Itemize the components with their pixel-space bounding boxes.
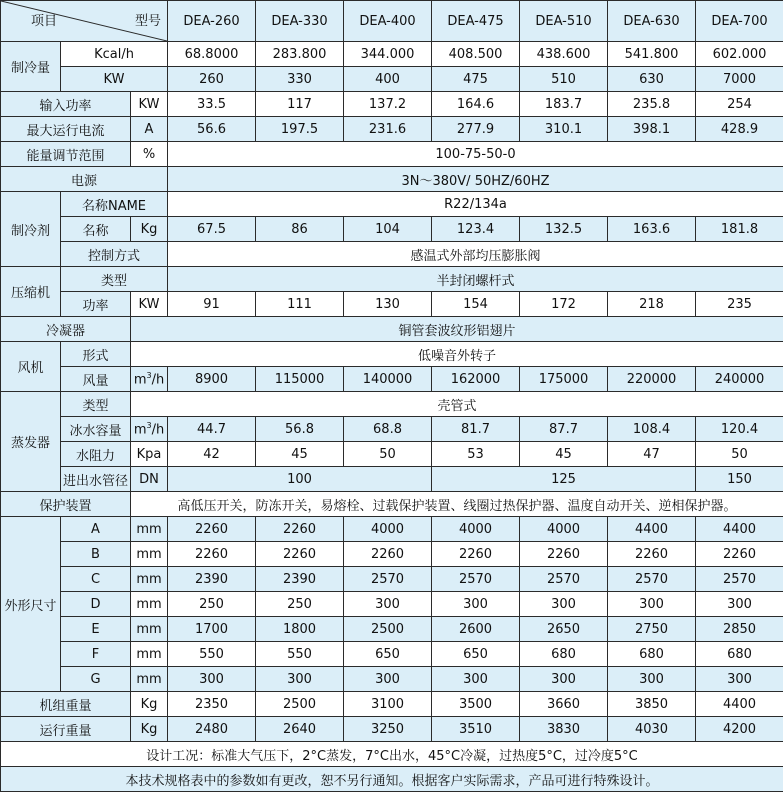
dimension-row (1, 517, 783, 542)
value-cell: 4400 (696, 692, 783, 717)
max-current-row (1, 117, 783, 142)
value-cell: 117 (256, 92, 344, 117)
model-header: DEA-510 (520, 1, 608, 42)
row-label: 形式 (61, 342, 131, 367)
value-cell: 277.9 (432, 117, 520, 142)
merged-value: 铜管套波纹形铝翅片 (131, 317, 783, 342)
merged-value: 3N～380V/ 50HZ/60HZ (168, 167, 783, 192)
model-header: DEA-400 (344, 1, 432, 42)
value-cell: 53 (432, 442, 520, 467)
value-cell: 2570 (344, 567, 432, 592)
value-cell: 2390 (168, 567, 256, 592)
row-label: 类型 (61, 267, 168, 292)
compressor-type-row (1, 267, 783, 292)
fan-group-label: 风机 (1, 342, 61, 392)
unit-label: % (131, 142, 168, 167)
value-cell: 163.6 (608, 217, 696, 242)
value-cell: 1700 (168, 617, 256, 642)
row-label: 类型 (61, 392, 131, 417)
value-cell: 300 (608, 592, 696, 617)
disclaimer-note: 本技术规格表中的参数如有更改，恕不另行通知。根据客户实际需求，产品可进行特殊设计。 (1, 767, 783, 792)
value-cell: 56.8 (256, 417, 344, 442)
unit-label: mm (131, 617, 168, 642)
value-cell: 254 (696, 92, 783, 117)
unit-tail: /h (151, 372, 165, 388)
merged-value: R22/134a (168, 192, 783, 217)
refrigerant-control-row (1, 242, 783, 267)
model-header: DEA-700 (696, 1, 783, 42)
value-cell: 300 (520, 592, 608, 617)
value-cell: 2260 (520, 542, 608, 567)
cooling-kcal-row (1, 42, 783, 67)
value-cell: 250 (168, 592, 256, 617)
value-cell: 218 (608, 292, 696, 317)
unit-label: A (131, 117, 168, 142)
value-cell: 1800 (256, 617, 344, 642)
value-cell: 2480 (168, 717, 256, 742)
value-cell: 181.8 (696, 217, 783, 242)
value-cell: 130 (344, 292, 432, 317)
cooling-group-label: 制冷量 (1, 42, 61, 92)
row-label: 冰水容量 (61, 417, 131, 442)
row-label: G (61, 667, 131, 692)
value-cell: 104 (344, 217, 432, 242)
value-cell: 123.4 (432, 217, 520, 242)
value-cell: 2260 (608, 542, 696, 567)
value-cell: 235 (696, 292, 783, 317)
value-cell: 2350 (168, 692, 256, 717)
row-label: 机组重量 (1, 692, 131, 717)
merged-value: 感温式外部均压膨胀阀 (168, 242, 783, 267)
value-cell: 235.8 (608, 92, 696, 117)
value-cell: 115000 (256, 367, 344, 392)
value-cell: 68.8 (344, 417, 432, 442)
value-cell: 680 (608, 642, 696, 667)
value-cell: 4000 (520, 517, 608, 542)
value-cell: 172 (520, 292, 608, 317)
value-cell: 680 (696, 642, 783, 667)
value-cell: 87.7 (520, 417, 608, 442)
value-cell: 300 (344, 667, 432, 692)
refrigerant-name-row (1, 192, 783, 217)
unit-label: mm (131, 642, 168, 667)
value-cell: 510 (520, 67, 608, 92)
value-cell: 240000 (696, 367, 783, 392)
unit-label (131, 367, 168, 392)
value-cell: 3830 (520, 717, 608, 742)
value-cell: 3510 (432, 717, 520, 742)
header-row (1, 1, 783, 42)
row-label: 进出水管径 (61, 467, 131, 492)
unit-base: m (133, 372, 147, 388)
row-label: 功率 (61, 292, 131, 317)
dimension-row (1, 667, 783, 692)
value-cell: 68.8000 (168, 42, 256, 67)
fan-form-row (1, 342, 783, 367)
value-cell: 650 (432, 642, 520, 667)
value-cell: 2390 (256, 567, 344, 592)
model-header: DEA-330 (256, 1, 344, 42)
value-cell: 67.5 (168, 217, 256, 242)
value-cell: 300 (256, 667, 344, 692)
value-cell: 50 (696, 442, 783, 467)
value-cell: 300 (344, 592, 432, 617)
merged-value: 壳管式 (131, 392, 783, 417)
value-cell: 150 (696, 467, 783, 492)
value-cell: 300 (168, 667, 256, 692)
capacity-range-row (1, 142, 783, 167)
value-cell: 3100 (344, 692, 432, 717)
row-label: 名称 (61, 217, 131, 242)
row-label: 名称NAME (61, 192, 168, 217)
value-cell: 250 (256, 592, 344, 617)
unit-label: KW (131, 92, 168, 117)
value-cell: 91 (168, 292, 256, 317)
value-cell: 2260 (256, 542, 344, 567)
unit-weight-row (1, 692, 783, 717)
value-cell: 2850 (696, 617, 783, 642)
row-label: 最大运行电流 (1, 117, 131, 142)
value-cell: 2600 (432, 617, 520, 642)
dimension-row (1, 542, 783, 567)
value-cell: 2260 (168, 517, 256, 542)
value-cell: 197.5 (256, 117, 344, 142)
value-cell: 164.6 (432, 92, 520, 117)
value-cell: 330 (256, 67, 344, 92)
value-cell: 2750 (608, 617, 696, 642)
value-cell: 2570 (520, 567, 608, 592)
value-cell: 428.9 (696, 117, 783, 142)
value-cell: 4400 (608, 517, 696, 542)
value-cell: 108.4 (608, 417, 696, 442)
value-cell: 300 (432, 592, 520, 617)
value-cell: 550 (168, 642, 256, 667)
evaporator-pipe-row (1, 467, 783, 492)
value-cell: 400 (344, 67, 432, 92)
value-cell: 438.600 (520, 42, 608, 67)
value-cell: 3850 (608, 692, 696, 717)
dimension-row (1, 642, 783, 667)
value-cell: 132.5 (520, 217, 608, 242)
value-cell: 4200 (696, 717, 783, 742)
value-cell: 162000 (432, 367, 520, 392)
unit-label (131, 417, 168, 442)
refrigerant-charge-row (1, 217, 783, 242)
unit-label: mm (131, 542, 168, 567)
value-cell: 475 (432, 67, 520, 92)
value-cell: 2500 (344, 617, 432, 642)
value-cell: 300 (432, 667, 520, 692)
header-corner (1, 1, 168, 42)
value-cell: 2260 (344, 542, 432, 567)
value-cell: 2570 (696, 567, 783, 592)
model-header: DEA-475 (432, 1, 520, 42)
evaporator-water-volume-row (1, 417, 783, 442)
merged-value: 低噪音外转子 (131, 342, 783, 367)
value-cell: 2500 (256, 692, 344, 717)
unit-label: Kg (131, 692, 168, 717)
row-label: 电源 (1, 167, 168, 192)
row-label: F (61, 642, 131, 667)
value-cell: 140000 (344, 367, 432, 392)
header-item-label: 项目 (31, 14, 58, 29)
row-label: A (61, 517, 131, 542)
value-cell: 602.000 (696, 42, 783, 67)
unit-sup: 3 (146, 420, 152, 430)
unit-label: Kg (131, 717, 168, 742)
evaporator-type-row (1, 392, 783, 417)
value-cell: 44.7 (168, 417, 256, 442)
value-cell: 260 (168, 67, 256, 92)
value-cell: 4000 (432, 517, 520, 542)
dimension-row (1, 567, 783, 592)
value-cell: 344.000 (344, 42, 432, 67)
value-cell: 2640 (256, 717, 344, 742)
row-label: 水阻力 (61, 442, 131, 467)
value-cell: 650 (344, 642, 432, 667)
unit-label: Kg (131, 217, 168, 242)
value-cell: 56.6 (168, 117, 256, 142)
unit-label: Kcal/h (61, 42, 168, 67)
power-supply-row (1, 167, 783, 192)
value-cell: 45 (520, 442, 608, 467)
value-cell: 2570 (432, 567, 520, 592)
fan-airflow-row (1, 367, 783, 392)
input-power-row (1, 92, 783, 117)
refrigerant-group-label: 制冷剂 (1, 192, 61, 267)
evaporator-group-label: 蒸发器 (1, 392, 61, 492)
value-cell: 154 (432, 292, 520, 317)
value-cell: 3660 (520, 692, 608, 717)
unit-label: DN (131, 467, 168, 492)
value-cell: 2260 (696, 542, 783, 567)
row-label: 运行重量 (1, 717, 131, 742)
row-label: D (61, 592, 131, 617)
value-cell: 550 (256, 642, 344, 667)
unit-label: mm (131, 667, 168, 692)
unit-label: KW (61, 67, 168, 92)
unit-sup: 3 (146, 370, 152, 380)
row-label: 保护装置 (1, 492, 131, 517)
value-cell: 630 (608, 67, 696, 92)
value-cell: 541.800 (608, 42, 696, 67)
value-cell: 7000 (696, 67, 783, 92)
dimension-row (1, 592, 783, 617)
merged-value: 高低压开关，防冻开关，易熔栓、过载保护装置、线圈过热保护器、温度自动开关、逆相保护器。 (131, 492, 783, 517)
value-cell: 81.7 (432, 417, 520, 442)
value-cell: 2260 (168, 542, 256, 567)
value-cell: 2260 (256, 517, 344, 542)
unit-base: m (133, 422, 147, 438)
row-label: 控制方式 (61, 242, 168, 267)
model-header: DEA-630 (608, 1, 696, 42)
value-cell: 50 (344, 442, 432, 467)
value-cell: 300 (608, 667, 696, 692)
design-conditions-note: 设计工况：标准大气压下，2°C蒸发，7°C出水，45°C冷凝，过热度5°C，过冷度5°C (1, 742, 783, 767)
value-cell: 33.5 (168, 92, 256, 117)
operating-weight-row (1, 717, 783, 742)
value-cell: 300 (696, 592, 783, 617)
merged-value: 100-75-50-0 (168, 142, 783, 167)
row-label: 能量调节范围 (1, 142, 131, 167)
value-cell: 4000 (344, 517, 432, 542)
dimensions-group-label: 外形尺寸 (1, 517, 61, 692)
model-header: DEA-260 (168, 1, 256, 42)
value-cell: 300 (520, 667, 608, 692)
value-cell: 2260 (432, 542, 520, 567)
value-cell: 2570 (608, 567, 696, 592)
unit-label: Kpa (131, 442, 168, 467)
merged-value: 100 (168, 467, 432, 492)
value-cell: 183.7 (520, 92, 608, 117)
compressor-power-row (1, 292, 783, 317)
cooling-kw-row (1, 67, 783, 92)
row-label: E (61, 617, 131, 642)
merged-value: 半封闭螺杆式 (168, 267, 783, 292)
value-cell: 3250 (344, 717, 432, 742)
value-cell: 2650 (520, 617, 608, 642)
value-cell: 86 (256, 217, 344, 242)
value-cell: 220000 (608, 367, 696, 392)
value-cell: 680 (520, 642, 608, 667)
design-conditions-row (1, 742, 783, 767)
unit-label: KW (131, 292, 168, 317)
disclaimer-row (1, 767, 783, 792)
compressor-group-label: 压缩机 (1, 267, 61, 317)
merged-value: 125 (432, 467, 696, 492)
value-cell: 175000 (520, 367, 608, 392)
row-label: 输入功率 (1, 92, 131, 117)
row-label: B (61, 542, 131, 567)
row-label: 风量 (61, 367, 131, 392)
value-cell: 231.6 (344, 117, 432, 142)
value-cell: 42 (168, 442, 256, 467)
value-cell: 120.4 (696, 417, 783, 442)
unit-label: mm (131, 517, 168, 542)
unit-label: mm (131, 592, 168, 617)
value-cell: 4030 (608, 717, 696, 742)
value-cell: 300 (696, 667, 783, 692)
evaporator-water-resistance-row (1, 442, 783, 467)
value-cell: 47 (608, 442, 696, 467)
dimension-row (1, 617, 783, 642)
value-cell: 45 (256, 442, 344, 467)
row-label: 冷凝器 (1, 317, 131, 342)
header-model-label: 型号 (135, 14, 162, 29)
condenser-row (1, 317, 783, 342)
value-cell: 310.1 (520, 117, 608, 142)
value-cell: 137.2 (344, 92, 432, 117)
value-cell: 4400 (696, 517, 783, 542)
protection-row (1, 492, 783, 517)
value-cell: 111 (256, 292, 344, 317)
unit-label: mm (131, 567, 168, 592)
value-cell: 283.800 (256, 42, 344, 67)
value-cell: 398.1 (608, 117, 696, 142)
value-cell: 3500 (432, 692, 520, 717)
value-cell: 8900 (168, 367, 256, 392)
row-label: C (61, 567, 131, 592)
unit-tail: /h (151, 422, 165, 438)
value-cell: 408.500 (432, 42, 520, 67)
